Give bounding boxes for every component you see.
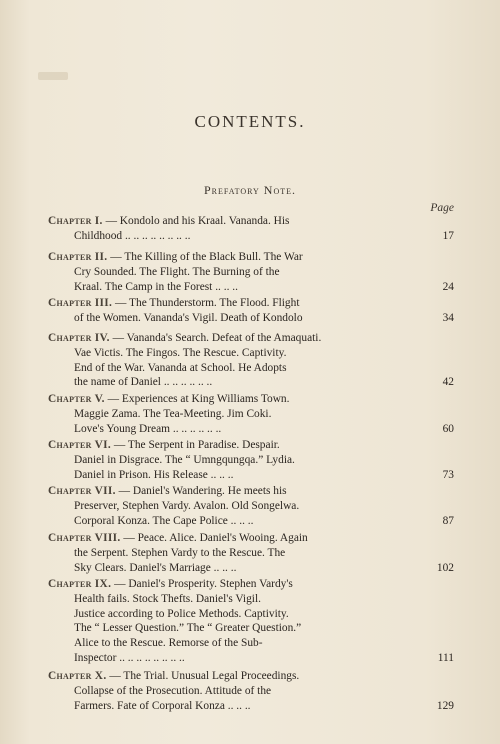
page-number: 73 <box>442 468 454 481</box>
entry-text: — Daniel's Wandering. He meets his <box>118 485 287 497</box>
contents-entry-chapter-8 <box>48 531 454 575</box>
entry-text: Alice to the Rescue. Remorse of the Sub- <box>74 637 263 650</box>
page-number: 111 <box>437 651 454 664</box>
entry-text: Kraal. The Camp in the Forest .. .. .. <box>74 280 238 293</box>
entry-text: Preserver, Stephen Vardy. Avalon. Old Songelwa. <box>74 499 300 512</box>
contents-entry-chapter-5 <box>48 392 454 436</box>
entry-text: End of the War. Vananda at School. He Adopts <box>74 361 287 374</box>
contents-entry-chapter-7 <box>48 484 454 528</box>
entry-text: — The Serpent in Paradise. Despair. <box>113 439 280 451</box>
entry-text: Vae Victis. The Fingos. The Rescue. Captivity. <box>74 346 287 359</box>
contents-entry-chapter-3 <box>48 296 454 326</box>
entry-text: the Serpent. Stephen Vardy to the Rescue. The <box>74 546 286 559</box>
entry-text: Daniel in Prison. His Release .. .. .. <box>74 468 234 481</box>
entry-text: Cry Sounded. The Flight. The Burning of the <box>74 265 280 278</box>
entry-text: — Vananda's Search. Defeat of the Amaquati. <box>112 332 322 344</box>
page-column-heading: Page <box>430 202 454 214</box>
chapter-label: Chapter I. <box>48 215 103 227</box>
entry-text: Justice according to Police Methods. Captivity. <box>74 607 289 620</box>
entry-text: Inspector .. .. .. .. .. .. .. .. <box>74 651 185 664</box>
entry-text: Health fails. Stock Thefts. Daniel's Vigil. <box>74 592 261 605</box>
contents-entry-chapter-2 <box>48 250 454 294</box>
entry-text: of the Women. Vananda's Vigil. Death of Kondolo <box>74 311 303 324</box>
chapter-label: Chapter VIII. <box>48 532 121 544</box>
page-number: 102 <box>436 561 454 574</box>
chapter-label: Chapter III. <box>48 297 113 309</box>
prefatory-note: Prefatory Note. <box>203 183 297 197</box>
page-number: 24 <box>442 280 454 293</box>
chapter-label: Chapter V. <box>48 393 105 405</box>
entry-text: Love's Young Dream .. .. .. .. .. .. <box>74 422 222 435</box>
contents-title: CONTENTS. <box>194 112 306 131</box>
page-number: 87 <box>442 514 454 527</box>
chapter-label: Chapter VI. <box>48 439 112 451</box>
page-number: 60 <box>442 422 454 435</box>
chapter-label: Chapter VII. <box>48 485 116 497</box>
entry-text: Farmers. Fate of Corporal Konza .. .. .. <box>74 699 251 712</box>
contents-entry-chapter-10 <box>48 669 454 713</box>
entry-text: Sky Clears. Daniel's Marriage .. .. .. <box>74 561 237 574</box>
entry-text: — Experiences at King Williams Town. <box>107 393 290 405</box>
contents-entry-chapter-4 <box>48 331 454 390</box>
page-number: 34 <box>442 311 454 324</box>
entry-text: — Daniel's Prosperity. Stephen Vardy's <box>114 578 293 590</box>
entry-text: Daniel in Disgrace. The “ Umngqungqa.” Lydia. <box>74 453 295 466</box>
chapter-label: Chapter IV. <box>48 332 110 344</box>
entry-text: Corporal Konza. The Cape Police .. .. .. <box>74 514 254 527</box>
entry-text: The “ Lesser Question.” The “ Greater Question.” <box>74 622 302 635</box>
entry-text: Childhood .. .. .. .. .. .. .. .. <box>74 229 191 242</box>
contents-entry-chapter-1 <box>48 214 454 244</box>
contents-entry-chapter-6 <box>48 438 454 482</box>
entry-text: — The Thunderstorm. The Flood. Flight <box>115 297 300 309</box>
chapter-label: Chapter IX. <box>48 578 112 590</box>
entry-text: — Kondolo and his Kraal. Vananda. His <box>105 215 290 227</box>
entry-text: — The Killing of the Black Bull. The War <box>110 251 303 263</box>
page-number: 129 <box>436 699 454 712</box>
entry-text: — Peace. Alice. Daniel's Wooing. Again <box>123 532 308 544</box>
entry-text: Maggie Zama. The Tea-Meeting. Jim Coki. <box>74 407 272 420</box>
page-smudge <box>38 72 68 80</box>
entry-text: — The Trial. Unusual Legal Proceedings. <box>109 670 300 682</box>
contents-entry-chapter-9 <box>48 577 454 666</box>
chapter-label: Chapter X. <box>48 670 107 682</box>
page-number: 17 <box>442 229 454 242</box>
page-number: 42 <box>442 376 454 389</box>
chapter-label: Chapter II. <box>48 251 108 263</box>
entry-text: Collapse of the Prosecution. Attitude of the <box>74 684 272 697</box>
entry-text: the name of Daniel .. .. .. .. .. .. <box>74 376 213 389</box>
